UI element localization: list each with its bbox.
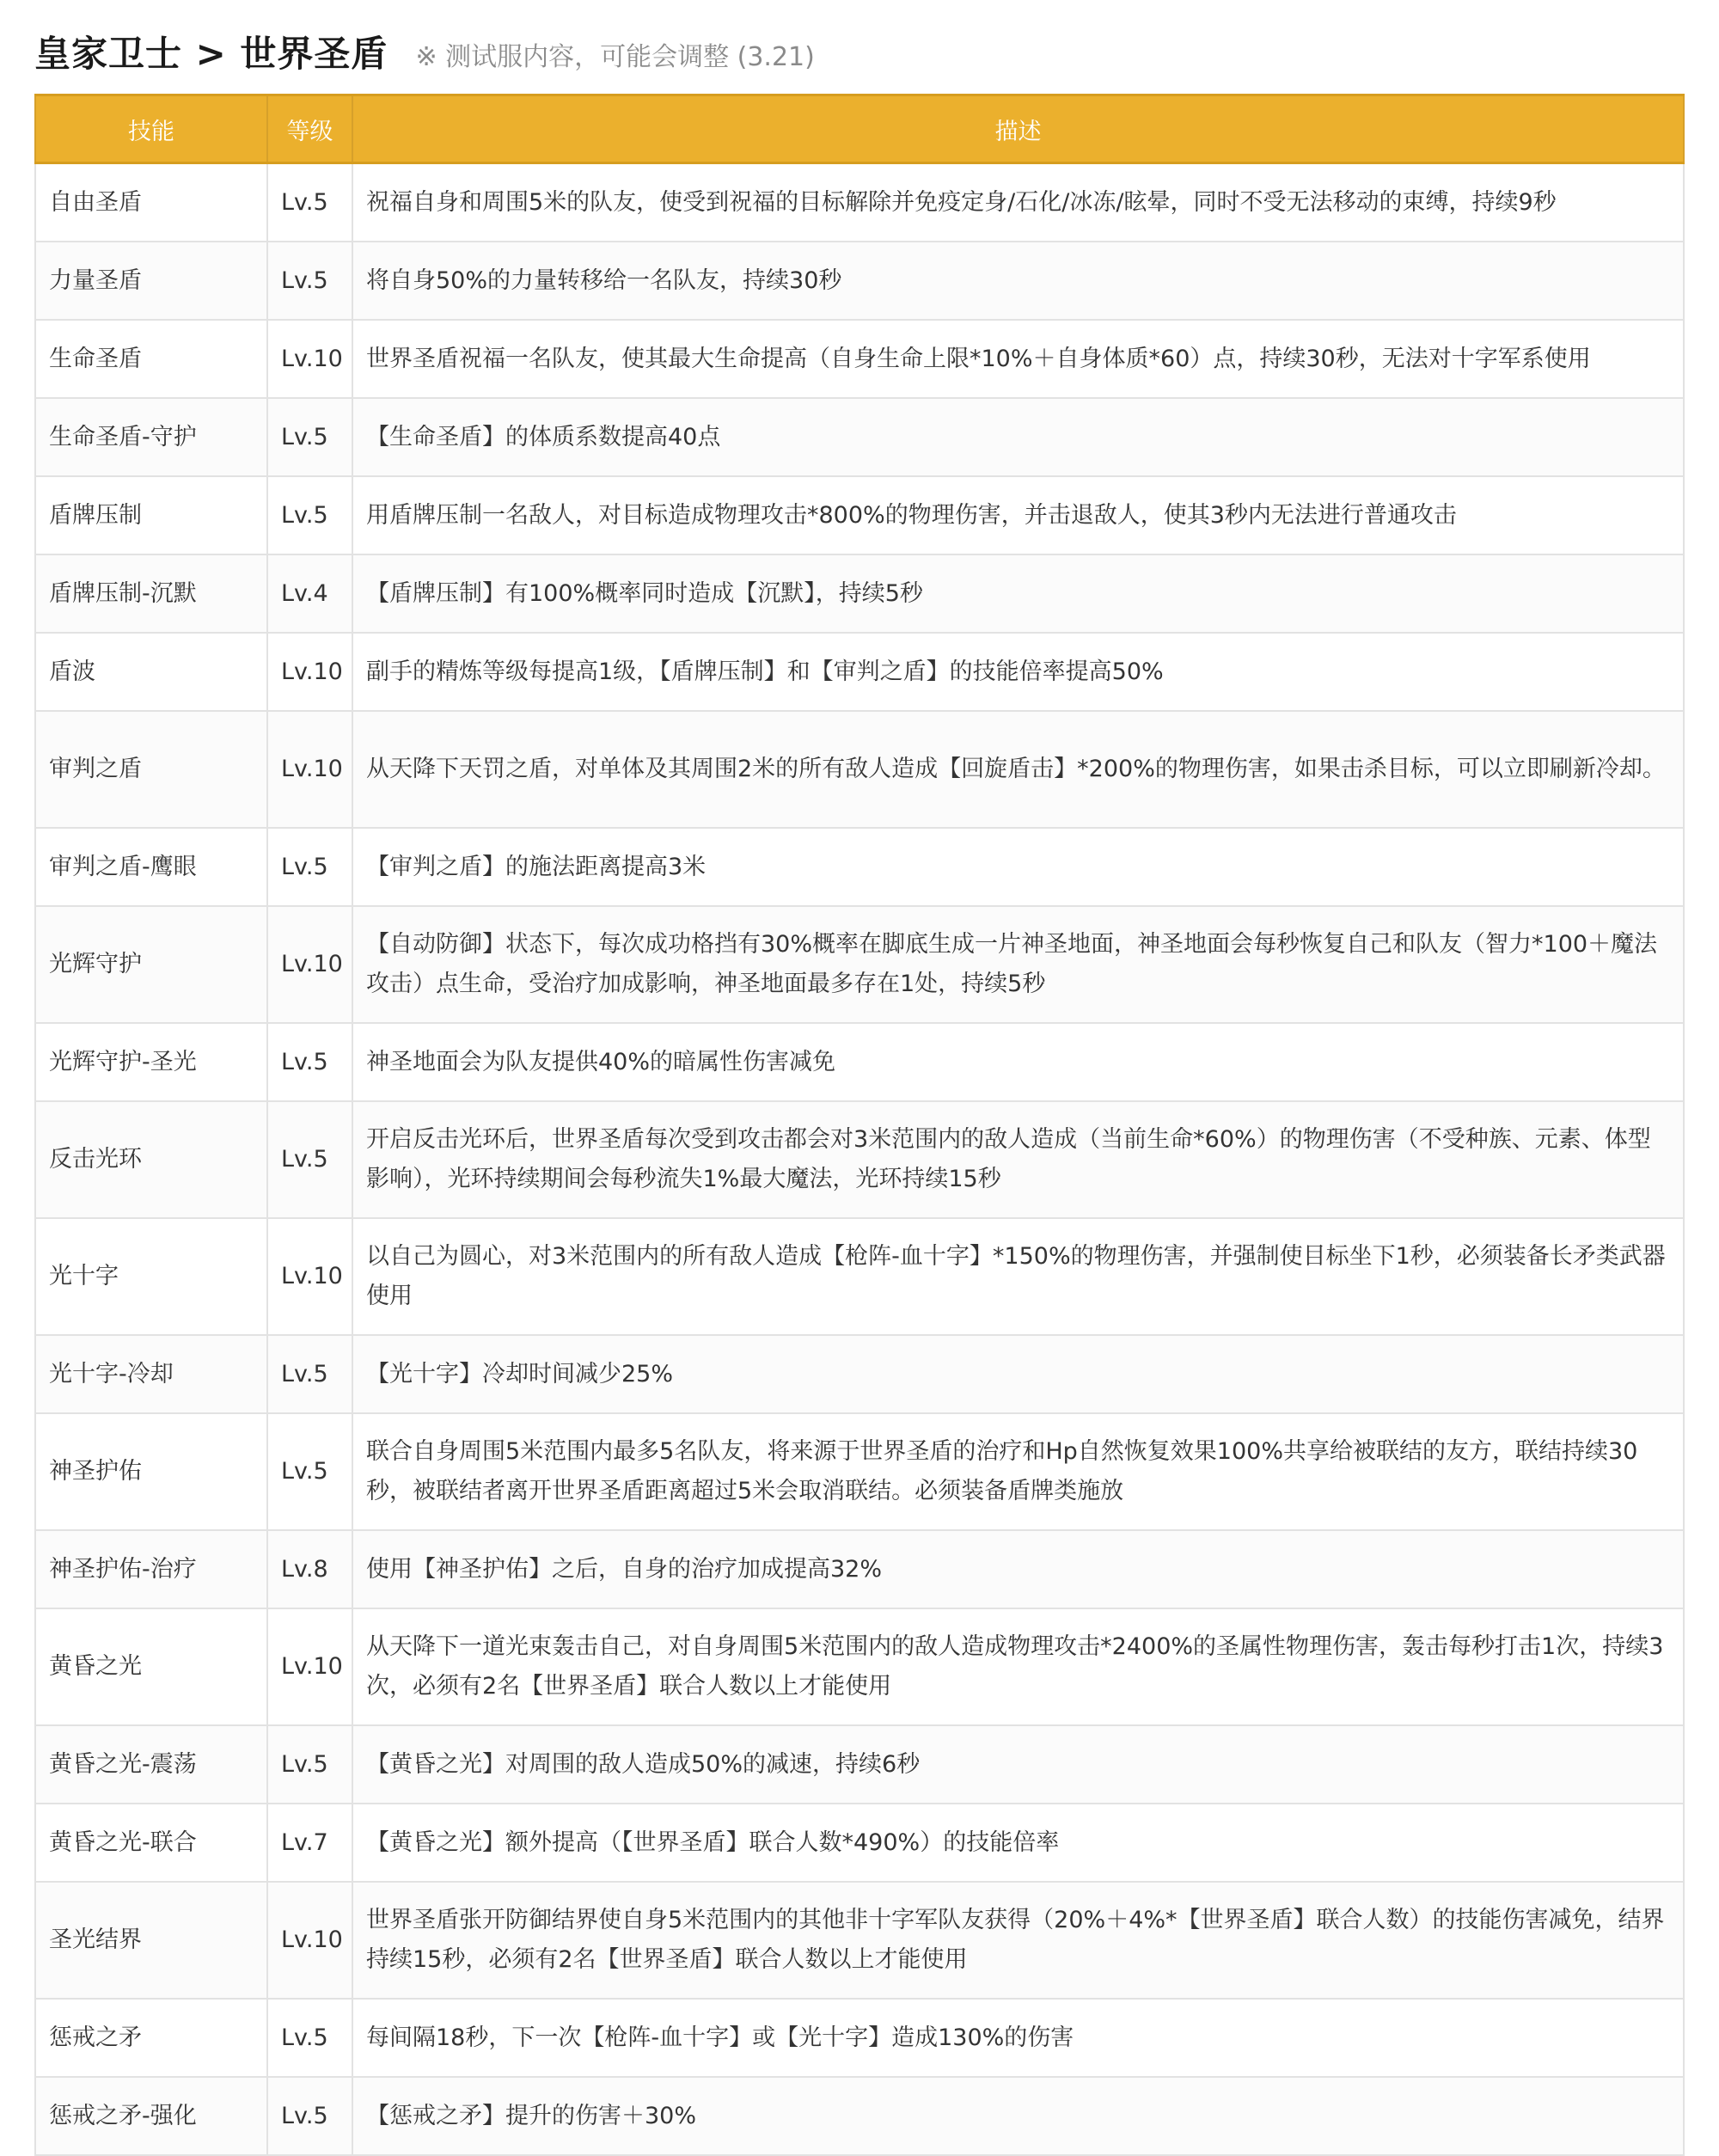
skill-name: 惩戒之矛	[35, 1999, 267, 2077]
skill-level: Lv.5	[267, 1725, 352, 1804]
skill-level: Lv.5	[267, 828, 352, 906]
skill-name: 生命圣盾-守护	[35, 398, 267, 476]
skill-description: 【审判之盾】的施法距离提高3米	[352, 828, 1684, 906]
skill-description: 【自动防御】状态下，每次成功格挡有30%概率在脚底生成一片神圣地面，神圣地面会每秒恢复自己和队友（智力*100＋魔法攻击）点生命，受治疗加成影响，神圣地面最多存在1处，持续5秒	[352, 906, 1684, 1023]
skill-description: 用盾牌压制一名敌人，对目标造成物理攻击*800%的物理伤害，并击退敌人，使其3秒内无法进行普通攻击	[352, 476, 1684, 554]
table-row	[35, 906, 1684, 1023]
table-row	[35, 1413, 1684, 1530]
column-header-level: 等级	[267, 95, 352, 163]
test-server-note: ※ 测试服内容，可能会调整 (3.21)	[415, 42, 815, 72]
table-header-row	[35, 95, 1684, 163]
table-row	[35, 242, 1684, 320]
skill-name: 审判之盾	[35, 711, 267, 828]
skill-level: Lv.10	[267, 906, 352, 1023]
skill-level: Lv.5	[267, 398, 352, 476]
column-header-skill: 技能	[35, 95, 267, 163]
skill-name: 黄昏之光	[35, 1608, 267, 1725]
skill-level: Lv.10	[267, 1882, 352, 1999]
skill-level: Lv.5	[267, 1999, 352, 2077]
skill-description: 【黄昏之光】额外提高（【世界圣盾】联合人数*490%）的技能倍率	[352, 1804, 1684, 1882]
skill-name: 生命圣盾	[35, 320, 267, 398]
table-row	[35, 1023, 1684, 1101]
skill-level: Lv.10	[267, 633, 352, 711]
skill-description: 世界圣盾张开防御结界使自身5米范围内的其他非十字军队友获得（20%＋4%*【世界圣盾】联合人数）的技能伤害减免，结界持续15秒，必须有2名【世界圣盾】联合人数以上才能使用	[352, 1882, 1684, 1999]
skill-name: 神圣护佑-治疗	[35, 1530, 267, 1608]
skill-name: 神圣护佑	[35, 1413, 267, 1530]
table-row	[35, 1882, 1684, 1999]
table-row	[35, 1530, 1684, 1608]
table-row	[35, 1999, 1684, 2077]
table-row	[35, 476, 1684, 554]
table-row	[35, 1218, 1684, 1335]
table-row	[35, 1804, 1684, 1882]
table-row	[35, 711, 1684, 828]
skill-name: 光十字	[35, 1218, 267, 1335]
skill-description: 从天降下天罚之盾，对单体及其周围2米的所有敌人造成【回旋盾击】*200%的物理伤害，如果击杀目标，可以立即刷新冷却。	[352, 711, 1684, 828]
page-header	[34, 26, 815, 77]
skill-name: 光十字-冷却	[35, 1335, 267, 1413]
page-title: 皇家卫士 > 世界圣盾	[34, 33, 388, 75]
skill-level: Lv.8	[267, 1530, 352, 1608]
table-row	[35, 633, 1684, 711]
skill-name: 审判之盾-鹰眼	[35, 828, 267, 906]
skill-description: 从天降下一道光束轰击自己，对自身周围5米范围内的敌人造成物理攻击*2400%的圣属性物理伤害，轰击每秒打击1次，持续3次，必须有2名【世界圣盾】联合人数以上才能使用	[352, 1608, 1684, 1725]
skill-name: 圣光结界	[35, 1882, 267, 1999]
skill-level: Lv.10	[267, 320, 352, 398]
skill-level: Lv.5	[267, 2077, 352, 2155]
skill-description: 【生命圣盾】的体质系数提高40点	[352, 398, 1684, 476]
skill-description: 将自身50%的力量转移给一名队友，持续30秒	[352, 242, 1684, 320]
skill-name: 光辉守护	[35, 906, 267, 1023]
column-header-description: 描述	[352, 95, 1684, 163]
skill-name: 黄昏之光-联合	[35, 1804, 267, 1882]
table-row	[35, 1101, 1684, 1218]
skill-level: Lv.7	[267, 1804, 352, 1882]
skill-level: Lv.10	[267, 1218, 352, 1335]
skill-name: 惩戒之矛-强化	[35, 2077, 267, 2155]
skills-table	[34, 94, 1685, 2156]
skill-description: 以自己为圆心，对3米范围内的所有敌人造成【枪阵-血十字】*150%的物理伤害，并强制使目标坐下1秒，必须装备长矛类武器使用	[352, 1218, 1684, 1335]
skill-name: 光辉守护-圣光	[35, 1023, 267, 1101]
skill-name: 自由圣盾	[35, 163, 267, 242]
skill-name: 盾波	[35, 633, 267, 711]
skill-description: 【盾牌压制】有100%概率同时造成【沉默】，持续5秒	[352, 554, 1684, 633]
skill-description: 联合自身周围5米范围内最多5名队友，将来源于世界圣盾的治疗和Hp自然恢复效果100%共享给被联结的友方，联结持续30秒，被联结者离开世界圣盾距离超过5米会取消联结。必须装备盾牌类施放	[352, 1413, 1684, 1530]
skill-description: 祝福自身和周围5米的队友，使受到祝福的目标解除并免疫定身/石化/冰冻/眩晕，同时不受无法移动的束缚，持续9秒	[352, 163, 1684, 242]
table-row	[35, 1608, 1684, 1725]
skill-description: 【黄昏之光】对周围的敌人造成50%的减速，持续6秒	[352, 1725, 1684, 1804]
skill-level: Lv.5	[267, 1335, 352, 1413]
skill-level: Lv.5	[267, 1023, 352, 1101]
skill-description: 【惩戒之矛】提升的伤害＋30%	[352, 2077, 1684, 2155]
skill-name: 反击光环	[35, 1101, 267, 1218]
table-row	[35, 828, 1684, 906]
skill-description: 副手的精炼等级每提高1级，【盾牌压制】和【审判之盾】的技能倍率提高50%	[352, 633, 1684, 711]
skill-description: 开启反击光环后，世界圣盾每次受到攻击都会对3米范围内的敌人造成（当前生命*60%）的物理伤害（不受种族、元素、体型影响），光环持续期间会每秒流失1%最大魔法，光环持续15秒	[352, 1101, 1684, 1218]
skill-name: 盾牌压制	[35, 476, 267, 554]
skill-description: 世界圣盾祝福一名队友，使其最大生命提高（自身生命上限*10%＋自身体质*60）点，持续30秒，无法对十字军系使用	[352, 320, 1684, 398]
table-row	[35, 554, 1684, 633]
skill-level: Lv.10	[267, 1608, 352, 1725]
skill-description: 每间隔18秒，下一次【枪阵-血十字】或【光十字】造成130%的伤害	[352, 1999, 1684, 2077]
skill-level: Lv.5	[267, 1101, 352, 1218]
skill-level: Lv.5	[267, 242, 352, 320]
skill-level: Lv.10	[267, 711, 352, 828]
skill-description: 神圣地面会为队友提供40%的暗属性伤害减免	[352, 1023, 1684, 1101]
table-row	[35, 320, 1684, 398]
skill-name: 力量圣盾	[35, 242, 267, 320]
skill-level: Lv.4	[267, 554, 352, 633]
skill-level: Lv.5	[267, 1413, 352, 1530]
skill-description: 使用【神圣护佑】之后，自身的治疗加成提高32%	[352, 1530, 1684, 1608]
skill-level: Lv.5	[267, 163, 352, 242]
table-row	[35, 2077, 1684, 2155]
table-row	[35, 1335, 1684, 1413]
table-row	[35, 1725, 1684, 1804]
table-row	[35, 163, 1684, 242]
skill-name: 黄昏之光-震荡	[35, 1725, 267, 1804]
skill-level: Lv.5	[267, 476, 352, 554]
skill-name: 盾牌压制-沉默	[35, 554, 267, 633]
table-row	[35, 398, 1684, 476]
skill-description: 【光十字】冷却时间减少25%	[352, 1335, 1684, 1413]
